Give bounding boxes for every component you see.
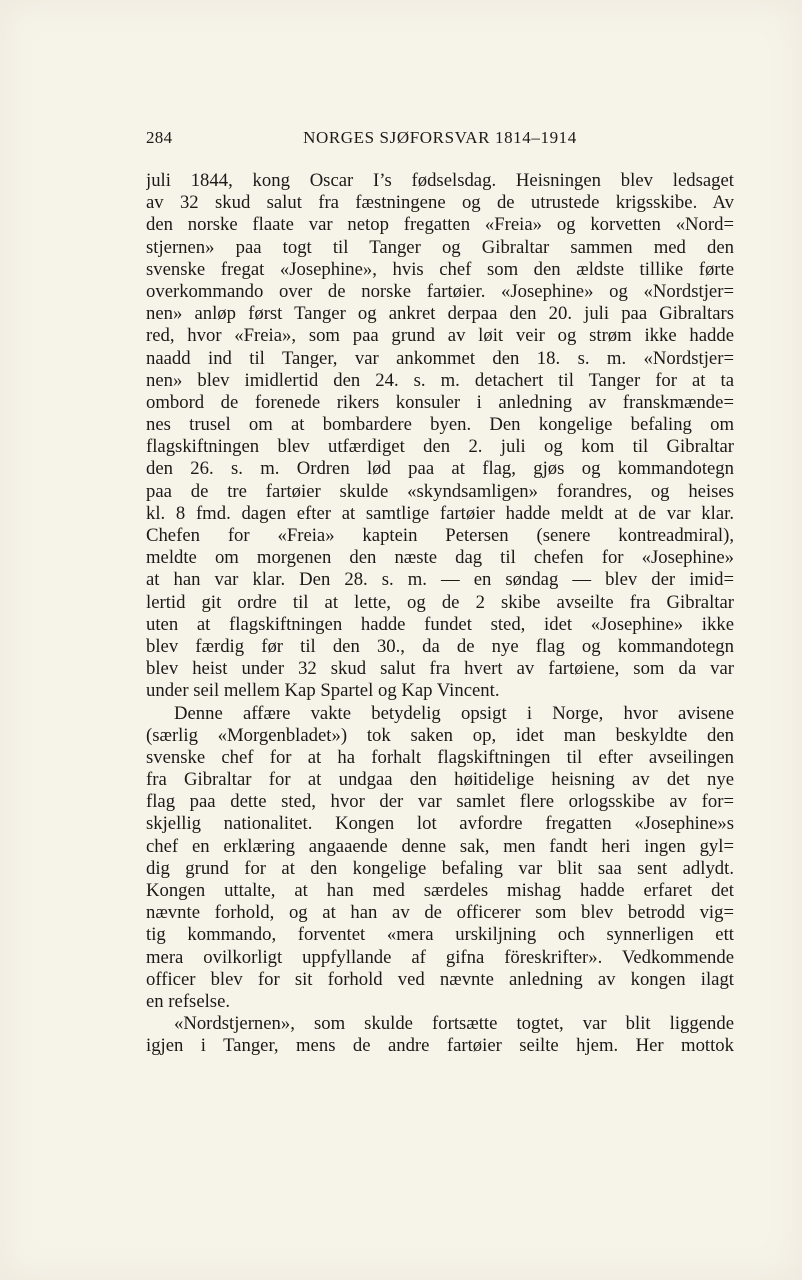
text-line: flag paa dette sted, hvor der var samlet flere orlogsskibe av for= bbox=[146, 791, 734, 813]
text-line: dig grund for at den kongelige befaling var blit saa sent adlydt. bbox=[146, 857, 734, 879]
text-line: Denne affære vakte betydelig opsigt i Norge, hvor avisene bbox=[174, 702, 734, 724]
body-text bbox=[146, 170, 734, 1058]
paragraph bbox=[146, 1013, 734, 1057]
text-line: den 26. s. m. Ordren lød paa at flag, gjøs og kommandotegn bbox=[146, 458, 734, 480]
text-line: naadd ind til Tanger, var ankommet den 18. s. m. «Nordstjer= bbox=[146, 347, 734, 369]
text-line: (særlig «Morgenbladet») tok saken op, idet man beskyldte den bbox=[146, 724, 734, 746]
text-line: skjellig nationalitet. Kongen lot avfordre fregatten «Josephine»s bbox=[146, 813, 734, 835]
text-line: nes trusel om at bombardere byen. Den kongelige befaling om bbox=[146, 414, 734, 436]
text-line: at han var klar. Den 28. s. m. — en søndag — blev der imid= bbox=[146, 569, 734, 591]
text-line: Chefen for «Freia» kaptein Petersen (senere kontreadmiral), bbox=[146, 525, 734, 546]
text-line: igjen i Tanger, mens de andre fartøier seilte hjem. Her mottok bbox=[146, 1035, 734, 1057]
text-line: lertid git ordre til at lette, og de 2 skibe avseilte fra Gibraltar bbox=[146, 591, 734, 613]
text-line: kl. 8 fmd. dagen efter at samtlige fartøier hadde meldt at de var klar. bbox=[146, 502, 734, 524]
text-line: meldte om morgenen den næste dag til chefen for «Josephine» bbox=[146, 547, 734, 569]
text-line: nen» anløp først Tanger og ankret derpaa den 20. juli paa Gibraltars bbox=[146, 303, 734, 325]
text-line: officer blev for sit forhold ved nævnte anledning av kongen ilagt bbox=[146, 968, 734, 990]
text-line: red, hvor «Freia», som paa grund av løit veir og strøm ikke hadde bbox=[146, 325, 734, 347]
page-header bbox=[146, 128, 734, 156]
text-line: den norske flaate var netop fregatten «Freia» og korvetten «Nord= bbox=[146, 214, 734, 236]
text-line: svenske chef for at ha forhalt flagskiftningen til efter avseilingen bbox=[146, 746, 734, 768]
text-line: paa de tre fartøier skulde «skyndsamligen» forandres, og heises bbox=[146, 480, 734, 502]
text-line: ombord de forenede rikers konsuler i anledning av franskmænde= bbox=[146, 391, 734, 413]
text-line: fra Gibraltar for at undgaa den høitidelige heisning av det nye bbox=[146, 769, 734, 791]
paragraph bbox=[146, 703, 734, 1014]
text-line: stjernen» paa togt til Tanger og Gibraltar sammen med den bbox=[146, 236, 734, 258]
text-line: overkommando over de norske fartøier. «Josephine» og «Nordstjer= bbox=[146, 280, 734, 302]
text-line: blev færdig før til den 30., da de nye flag og kommandotegn bbox=[146, 635, 734, 657]
text-line: en refselse. bbox=[146, 990, 231, 1012]
text-line: flagskiftningen blev utfærdiget den 2. juli og kom til Gibraltar bbox=[146, 436, 734, 458]
text-line: tig kommando, forventet «mera urskiljning och synnerligen ett bbox=[146, 924, 734, 946]
page-number: 284 bbox=[146, 128, 173, 147]
text-line: «Nordstjernen», som skulde fortsætte togtet, var blit liggende bbox=[174, 1013, 734, 1035]
text-line: mera ovilkorligt uppfyllande af gifna föreskrifter». Vedkommende bbox=[146, 946, 734, 968]
running-title: NORGES SJØFORSVAR 1814–1914 bbox=[303, 128, 577, 147]
text-line: under seil mellem Kap Spartel og Kap Vincent. bbox=[146, 680, 500, 702]
text-line: av 32 skud salut fra fæstningene og de utrustede krigsskibe. Av bbox=[146, 192, 734, 214]
text-line: Kongen uttalte, at han med særdeles mishag hadde erfaret det bbox=[146, 880, 734, 901]
text-line: chef en erklæring angaaende denne sak, men fandt heri ingen gyl= bbox=[146, 835, 734, 857]
text-line: nen» blev imidlertid den 24. s. m. detachert til Tanger for at ta bbox=[146, 369, 734, 391]
paragraph bbox=[146, 170, 734, 703]
text-line: blev heist under 32 skud salut fra hvert av fartøiene, som da var bbox=[146, 658, 734, 680]
text-line: svenske fregat «Josephine», hvis chef som den ældste tillike førte bbox=[146, 258, 734, 280]
text-line: nævnte forhold, og at han av de officerer som blev betrodd vig= bbox=[146, 902, 734, 924]
text-line: uten at flagskiftningen hadde fundet sted, idet «Josephine» ikke bbox=[146, 613, 734, 635]
text-line: juli 1844, kong Oscar I’s fødselsdag. Heisningen blev ledsaget bbox=[146, 170, 734, 191]
